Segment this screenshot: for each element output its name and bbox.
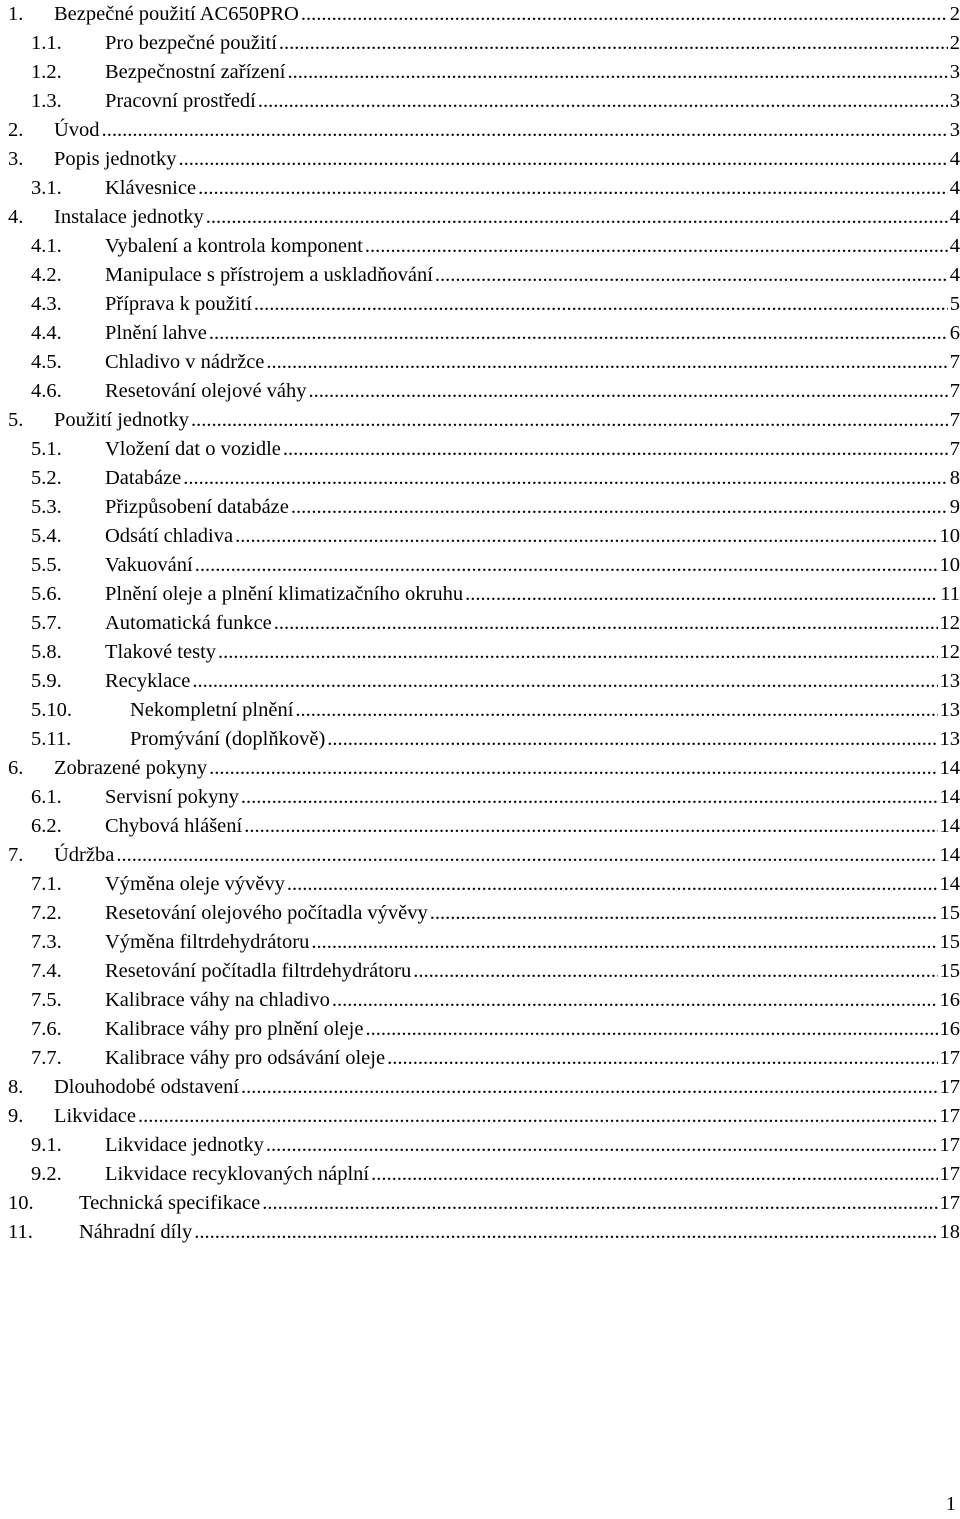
toc-entry-number: 4. [8,203,54,232]
toc-dot-leader [309,377,948,406]
toc-entry-page: 15 [940,899,960,928]
toc-dot-leader [435,261,948,290]
toc-entry-page: 17 [940,1044,960,1073]
toc-entry-number: 11. [8,1218,79,1247]
toc-dot-leader [244,812,937,841]
toc-entry[interactable] [8,580,960,609]
toc-entry-title: Resetování olejového počítadla vývěvy [105,899,428,928]
toc-entry[interactable] [8,87,960,116]
toc-entry-title: Údržba [54,841,114,870]
toc-entry-page: 15 [940,928,960,957]
toc-entry-title: Databáze [105,464,181,493]
toc-entry-page: 13 [940,696,960,725]
page-number: 1 [946,1490,956,1519]
toc-entry-number: 2. [8,116,54,145]
toc-entry-page: 17 [940,1073,960,1102]
toc-entry-number: 5.1. [31,435,105,464]
toc-entry[interactable] [8,696,960,725]
toc-entry-number: 7.2. [31,899,105,928]
toc-entry-title: Výměna oleje vývěvy [105,870,285,899]
toc-entry-title: Tlakové testy [105,638,216,667]
toc-dot-leader [301,0,948,29]
toc-entry-title: Bezpečné použití AC650PRO [54,0,299,29]
toc-entry-page: 14 [940,870,960,899]
toc-entry-page: 14 [940,841,960,870]
toc-entry-page: 2 [950,0,960,29]
toc-entry[interactable] [8,464,960,493]
toc-entry-number: 7.4. [31,957,105,986]
toc-entry-page: 2 [950,29,960,58]
toc-entry-page: 16 [940,986,960,1015]
toc-dot-leader [287,58,947,87]
toc-entry-number: 7. [8,841,54,870]
toc-entry-title: Resetování olejové váhy [105,377,307,406]
toc-entry-number: 5.2. [31,464,105,493]
toc-entry-title: Příprava k použití [105,290,252,319]
toc-entry-number: 7.5. [31,986,105,1015]
toc-dot-leader [178,145,947,174]
toc-dot-leader [283,435,948,464]
toc-dot-leader [266,1131,938,1160]
toc-entry-title: Vložení dat o vozidle [105,435,281,464]
toc-dot-leader [183,464,948,493]
toc-entry-number: 7.6. [31,1015,105,1044]
toc-entry-number: 4.6. [31,377,105,406]
toc-entry-number: 5.7. [31,609,105,638]
toc-entry-number: 8. [8,1073,54,1102]
toc-entry-page: 3 [950,87,960,116]
toc-entry-title: Zobrazené pokyny [54,754,207,783]
toc-dot-leader [430,899,938,928]
toc-entry-number: 6.2. [31,812,105,841]
toc-entry-page: 4 [950,232,960,261]
toc-entry[interactable] [8,928,960,957]
toc-dot-leader [311,928,937,957]
toc-entry-number: 3. [8,145,54,174]
toc-entry-title: Likvidace jednotky [105,1131,264,1160]
toc-entry-page: 17 [940,1189,960,1218]
toc-entry-title: Instalace jednotky [54,203,204,232]
toc-dot-leader [365,232,948,261]
toc-entry-page: 3 [950,58,960,87]
toc-entry-number: 5.11. [31,725,130,754]
toc-dot-leader [465,580,938,609]
toc-entry[interactable] [8,58,960,87]
toc-entry[interactable] [8,870,960,899]
toc-entry-title: Resetování počítadla filtrdehydrátoru [105,957,411,986]
toc-entry-page: 14 [940,783,960,812]
toc-entry-title: Úvod [54,116,100,145]
toc-entry-title: Náhradní díly [79,1218,192,1247]
toc-entry-page: 13 [940,725,960,754]
toc-entry[interactable] [8,812,960,841]
toc-dot-leader [198,174,948,203]
toc-entry[interactable] [8,493,960,522]
toc-entry-number: 5.5. [31,551,105,580]
toc-entry-title: Technická specifikace [79,1189,260,1218]
toc-dot-leader [387,1044,937,1073]
toc-entry[interactable] [8,232,960,261]
toc-entry-number: 5.4. [31,522,105,551]
toc-entry-title: Dlouhodobé odstavení [54,1073,239,1102]
toc-entry-page: 13 [940,667,960,696]
toc-entry[interactable] [8,609,960,638]
toc-entry-page: 17 [940,1131,960,1160]
toc-entry-page: 18 [940,1218,960,1247]
table-of-contents [8,0,960,1247]
toc-entry-page: 4 [950,261,960,290]
toc-dot-leader [291,493,948,522]
toc-entry-title: Vakuování [105,551,193,580]
toc-entry[interactable] [8,319,960,348]
toc-entry[interactable] [8,1160,960,1189]
toc-entry-page: 4 [950,203,960,232]
toc-dot-leader [274,609,938,638]
toc-entry[interactable] [8,986,960,1015]
toc-entry-number: 5.8. [31,638,105,667]
toc-entry-number: 1. [8,0,54,29]
toc-dot-leader [191,406,948,435]
toc-entry[interactable] [8,551,960,580]
toc-entry[interactable] [8,783,960,812]
toc-entry-number: 7.3. [31,928,105,957]
toc-entry-title: Servisní pokyny [105,783,239,812]
toc-entry[interactable] [8,1102,960,1131]
toc-dot-leader [287,870,938,899]
toc-dot-leader [266,348,947,377]
toc-entry-page: 12 [940,609,960,638]
toc-entry-title: Likvidace recyklovaných náplní [105,1160,369,1189]
toc-dot-leader [195,551,938,580]
toc-entry-number: 5. [8,406,54,435]
toc-entry[interactable] [8,377,960,406]
toc-entry-number: 5.10. [31,696,130,725]
toc-dot-leader [254,290,948,319]
toc-entry-title: Pracovní prostředí [105,87,256,116]
toc-entry[interactable] [8,957,960,986]
toc-dot-leader [365,1015,937,1044]
toc-entry[interactable] [8,145,960,174]
toc-entry-page: 7 [950,377,960,406]
toc-entry[interactable] [8,1015,960,1044]
toc-entry-number: 7.7. [31,1044,105,1073]
toc-entry-title: Popis jednotky [54,145,176,174]
toc-entry-page: 14 [940,812,960,841]
toc-entry[interactable] [8,522,960,551]
toc-entry-page: 14 [940,754,960,783]
toc-dot-leader [235,522,937,551]
toc-entry-page: 9 [950,493,960,522]
toc-entry-title: Chladivo v nádržce [105,348,264,377]
toc-entry-page: 10 [940,551,960,580]
toc-entry-number: 6.1. [31,783,105,812]
toc-entry-number: 4.5. [31,348,105,377]
toc-entry-number: 5.3. [31,493,105,522]
toc-entry[interactable] [8,29,960,58]
toc-entry[interactable] [8,1189,960,1218]
toc-entry-page: 12 [940,638,960,667]
toc-entry[interactable] [8,261,960,290]
toc-entry-title: Odsátí chladiva [105,522,233,551]
toc-dot-leader [194,1218,937,1247]
toc-entry-title: Plnění lahve [105,319,207,348]
toc-dot-leader [116,841,937,870]
toc-dot-leader [206,203,948,232]
toc-entry-title: Automatická funkce [105,609,272,638]
toc-dot-leader [241,1073,937,1102]
toc-dot-leader [209,754,937,783]
toc-entry-title: Chybová hlášení [105,812,242,841]
toc-entry[interactable] [8,1218,960,1247]
toc-entry[interactable] [8,1073,960,1102]
toc-entry-number: 4.1. [31,232,105,261]
toc-entry-page: 5 [950,290,960,319]
toc-entry-number: 1.1. [31,29,105,58]
toc-dot-leader [262,1189,937,1218]
toc-dot-leader [102,116,948,145]
toc-entry-page: 10 [940,522,960,551]
toc-entry-title: Kalibrace váhy pro plnění oleje [105,1015,363,1044]
toc-entry-title: Plnění oleje a plnění klimatizačního okruhu [105,580,463,609]
toc-entry-page: 7 [950,348,960,377]
toc-entry-number: 6. [8,754,54,783]
toc-entry-number: 1.2. [31,58,105,87]
toc-entry-page: 7 [950,435,960,464]
toc-entry-number: 9.2. [31,1160,105,1189]
toc-entry-number: 10. [8,1189,79,1218]
toc-dot-leader [138,1102,938,1131]
toc-dot-leader [332,986,938,1015]
toc-entry-title: Kalibrace váhy na chladivo [105,986,330,1015]
toc-entry-title: Vybalení a kontrola komponent [105,232,363,261]
toc-entry-page: 17 [940,1160,960,1189]
toc-dot-leader [371,1160,937,1189]
toc-entry-title: Bezpečnostní zařízení [105,58,285,87]
toc-entry-title: Recyklace [105,667,190,696]
toc-entry-page: 8 [950,464,960,493]
toc-entry-page: 4 [950,174,960,203]
toc-entry-page: 17 [940,1102,960,1131]
toc-entry-title: Klávesnice [105,174,196,203]
toc-entry[interactable] [8,754,960,783]
toc-entry[interactable] [8,899,960,928]
toc-entry-title: Likvidace [54,1102,136,1131]
toc-dot-leader [218,638,937,667]
toc-dot-leader [295,696,937,725]
toc-entry-title: Nekompletní plnění [130,696,293,725]
toc-entry-page: 3 [950,116,960,145]
toc-entry-title: Výměna filtrdehydrátoru [105,928,309,957]
toc-entry-page: 7 [950,406,960,435]
toc-entry-number: 1.3. [31,87,105,116]
toc-entry-title: Pro bezpečné použití [105,29,277,58]
toc-entry-number: 4.3. [31,290,105,319]
toc-entry[interactable] [8,1044,960,1073]
toc-entry-page: 16 [940,1015,960,1044]
toc-entry[interactable] [8,0,960,29]
toc-entry[interactable] [8,1131,960,1160]
toc-entry[interactable] [8,348,960,377]
toc-entry[interactable] [8,667,960,696]
toc-entry[interactable] [8,174,960,203]
toc-entry-page: 4 [950,145,960,174]
toc-entry-number: 5.6. [31,580,105,609]
toc-entry-title: Kalibrace váhy pro odsávání oleje [105,1044,385,1073]
toc-entry[interactable] [8,203,960,232]
toc-entry-page: 15 [940,957,960,986]
toc-entry[interactable] [8,406,960,435]
toc-entry-number: 7.1. [31,870,105,899]
toc-entry[interactable] [8,841,960,870]
toc-entry-number: 4.2. [31,261,105,290]
toc-entry[interactable] [8,290,960,319]
toc-entry[interactable] [8,725,960,754]
toc-entry-title: Promývání (doplňkově) [130,725,325,754]
toc-entry-number: 4.4. [31,319,105,348]
toc-dot-leader [279,29,948,58]
toc-entry[interactable] [8,116,960,145]
toc-entry-page: 6 [950,319,960,348]
toc-dot-leader [192,667,937,696]
toc-entry-number: 9.1. [31,1131,105,1160]
toc-entry-title: Použití jednotky [54,406,189,435]
toc-entry-title: Přizpůsobení databáze [105,493,289,522]
toc-entry-number: 3.1. [31,174,105,203]
toc-entry-page: 11 [940,580,960,609]
toc-entry[interactable] [8,435,960,464]
toc-entry-number: 9. [8,1102,54,1131]
toc-dot-leader [241,783,938,812]
toc-entry[interactable] [8,638,960,667]
toc-dot-leader [327,725,937,754]
toc-entry-title: Manipulace s přístrojem a uskladňování [105,261,433,290]
toc-entry-number: 5.9. [31,667,105,696]
toc-dot-leader [258,87,948,116]
toc-dot-leader [413,957,937,986]
toc-dot-leader [209,319,948,348]
